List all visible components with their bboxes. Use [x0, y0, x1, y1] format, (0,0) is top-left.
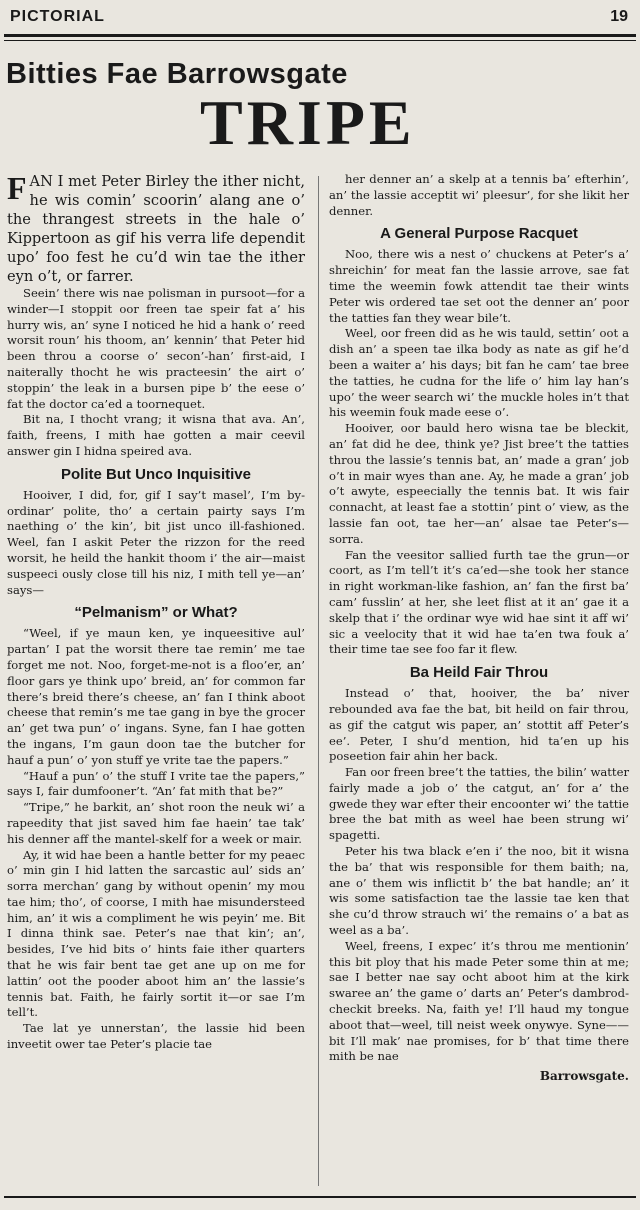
- left-column: [7, 172, 305, 1053]
- subheading: Polite But Unco Inquisitive: [60, 465, 251, 483]
- paragraph: “Tripe,” he barkit, an’ shot roon the neuk wi’ a rapeedity that jist saved him fae haein’ tae tak’ his denner aff the mantel-skelf for a week or mair.: [7, 800, 305, 846]
- paragraph: Tae lat ye unnerstan’, the lassie hid been inveetit ower tae Peter’s placie tae: [7, 1021, 305, 1052]
- column-divider: [318, 176, 319, 1186]
- header-rule: [4, 34, 636, 37]
- paragraph: Ay, it wid hae been a hantle better for my peaec o’ min gin I hid latten the sarcastic aul’ sids an’ sorra merchan’ gang by without openin’ my mou tae him; tho’, of coorse, I mith hae misundersteed him, an’ it wis a compliment he wis peyin’ me. Bit I dinna think sae. Peter’s nae that kin’; an’, besides, I’ve hid bits o’ hints faie ither quarters that he wis fair bent tae get ane up on me for lattin’ oot the pooder aboot him an’ the lassie’s tennis bat. Faith, he fairly sortit it—or sae I’m tell’t.: [7, 847, 305, 1020]
- subheading: A General Purpose Racquet: [380, 225, 578, 243]
- footer-rule: [4, 1196, 636, 1198]
- paragraph-group: [7, 488, 305, 599]
- page-number: 19: [610, 8, 628, 25]
- running-head: [10, 6, 628, 28]
- section-name: PICTORIAL: [10, 8, 105, 25]
- paragraph: Seein’ there wis nae polisman in pursoot—for a winder—I stoppit oor freen tae speir fat a’ his hurry wis, an’ syne I noticed he hid a hank o’ reed worsit roun’ his thoom, an’ kennin’ that Peter hid been throu a coorse o’ secon’-han’ first-aid, I naiterally thocht he wis practeesin’ the airt o’ stoppin’ the leak in a bursen pipe b’ the eese o’ fat the doctor ca’ed a toornequet.: [7, 286, 305, 411]
- paragraph: Weel, freens, I expec’ it’s throu me mentionin’ this bit ploy that his made Peter some thin at me; sae I better nae say ocht aboot him at the kirk swaree an’ the game o’ darts an’ Peter’s dambrod-checkit breeks. Na, faith ye! I’ll haud my tongue aboot that—weel, till neist week onywye. Syne——bit I’ll mak’ nae promises, for b’ that time there mith be nae: [329, 938, 629, 1064]
- header-rule-thin: [4, 40, 636, 41]
- paragraph-group: [329, 247, 629, 658]
- paragraph-group: [7, 286, 305, 460]
- right-column: [329, 172, 629, 1085]
- article-kicker: Bitties Fae Barrowsgate: [6, 58, 348, 90]
- paragraph: her denner an’ a skelp at a tennis ba’ efterhin’, an’ the lassie acceptit wi’ pleesur’, for she likit her denner.: [329, 172, 629, 218]
- article-headline: TRIPE: [200, 87, 416, 158]
- paragraph: Hooiver, I did, for, gif I say’t masel’, I’m by-ordinar’ polite, tho’ a certain pairty says I’m naething o’ the kin’, bit jist unco ill-fashioned. Weel, fan I askit Peter the rizzon for the reed worsit, he heild the hankit thoom i’ the air—maist suspeeci ously close till his niz, I mith tell ye—an’ says—: [7, 487, 305, 597]
- byline-signature: Barrowsgate.: [539, 1069, 629, 1084]
- paragraph: Bit na, I thocht vrang; it wisna that ava. An’, faith, freens, I mith hae gotten a mair ceevil answer gin I hidna speired ava.: [7, 412, 305, 458]
- paragraph: Hooiver, oor bauld hero wisna tae be bleckit, an’ fat did he dee, think ye? Jist bree’t the tatties throu the lassie’s tennis bat, an’ made a gran’ job o’t in mair wyes than ane. Ay, he made a gran’ job o’t awyte, espeecially the tennis bat. It wis fair connacht, at least fae a stottin’ pint o’ view, as the lassie fan oot, tae her—an’ alsae tae Peter’s—sorra.: [329, 421, 629, 546]
- paragraph: “Weel, if ye maun ken, ye inqueesitive aul’ partan’ I pat the worsit there tae remin’ me tae forget me not. Noo, forget-me-not is a floo’er, an’ floor gars ye think upo’ breid, an’ for common far there’s breid there’s cheese, an’ fan I think aboot cheese that remin’s me tae gang in bye the grocer an’ get twa pun’ o’ ingans. Syne, fan I hae gotten the ingans, I’m gaun doon tae the butcher for hauf a pun’ o’ yon stuff ye vrite tae the papers.”: [7, 626, 305, 767]
- subheading: “Pelmanism” or What?: [74, 604, 238, 622]
- paragraph-group: [7, 626, 305, 1053]
- paragraph: Fan oor freen bree’t the tatties, the bilin’ watter fairly made a job o’ the catgut, an’ for a’ the gwede they war efter their encoonter wi’ the tattie bree the bat mith as weel hae been strung wi’ spagetti.: [329, 765, 629, 843]
- paragraph: Fan the veesitor sallied furth tae the grun—or coort, as I’m tell’t it’s ca’ed—she took her stance in right workman-like fashion, an’ fan the first ba’ cam’ fusslin’ at her, she leet flist at it an’ gae it a skelp that i’ the ordinar wye wid hae sint it aff wi’ sic a veelocity that it wid hae ta’en twa fouk a’ their time tae see foo far it flew.: [329, 547, 629, 657]
- paragraph: Noo, there wis a nest o’ chuckens at Peter’s a’ shreichin’ for meat fan the lassie arrove, sae fat time the weemin fowk attendit tae their wints Peter wis ordered tae set oot the denner an’ poor the tatties fan they wear bile’t.: [329, 247, 629, 325]
- paragraph: Weel, oor freen did as he wis tauld, settin’ oot a dish an’ a speen tae ilka body as nate as gif he’d been a waiter a’ his days; bit fan he cam’ tae bree the tatties, he cudna for the life o’ him lay han’s upo’ the weer search wi’ the muckle holes in’t that his weemin fouk made eese o’.: [329, 326, 629, 420]
- paragraph-group: [329, 172, 629, 219]
- drop-cap: F: [7, 170, 27, 206]
- paragraph: “Hauf a pun’ o’ the stuff I vrite tae the papers,” says I, fair dumfooner’t. “An’ fat mith that be?”: [7, 768, 305, 799]
- paragraph: Instead o’ that, hooiver, the ba’ niver rebounded ava fae the bat, bit heild on fair throu, as gif the catgut wis paper, an’ stottit aff Peter’s ee’. Peter, I shu’d mention, hid ta’en up his poseetion fair ahin her back.: [329, 686, 629, 764]
- lead-paragraph: [7, 172, 305, 286]
- paragraph-group: [329, 686, 629, 1065]
- subheading: Ba Heild Fair Throu: [409, 664, 549, 682]
- lead-text: AN I met Peter Birley the ither nicht, he wis comin’ scoorin’ alang ane o’ the thrangest streets in the hale o’ Kippertoon as gif his verra life dependit upo’ foo fest he cu’d win tae the ither eyn o’t, or farrer.: [7, 173, 305, 285]
- paragraph: Peter his twa black e’en i’ the noo, bit it wisna the ba’ that wis responsible for them baith; na, ane o’ them wis inflictit b’ the bat handle; an’ it wis some satisfaction tae the lassie tae ken that she cu’d throw strauch wi’ the remains o’ a bat as weel as a ba’.: [329, 844, 629, 938]
